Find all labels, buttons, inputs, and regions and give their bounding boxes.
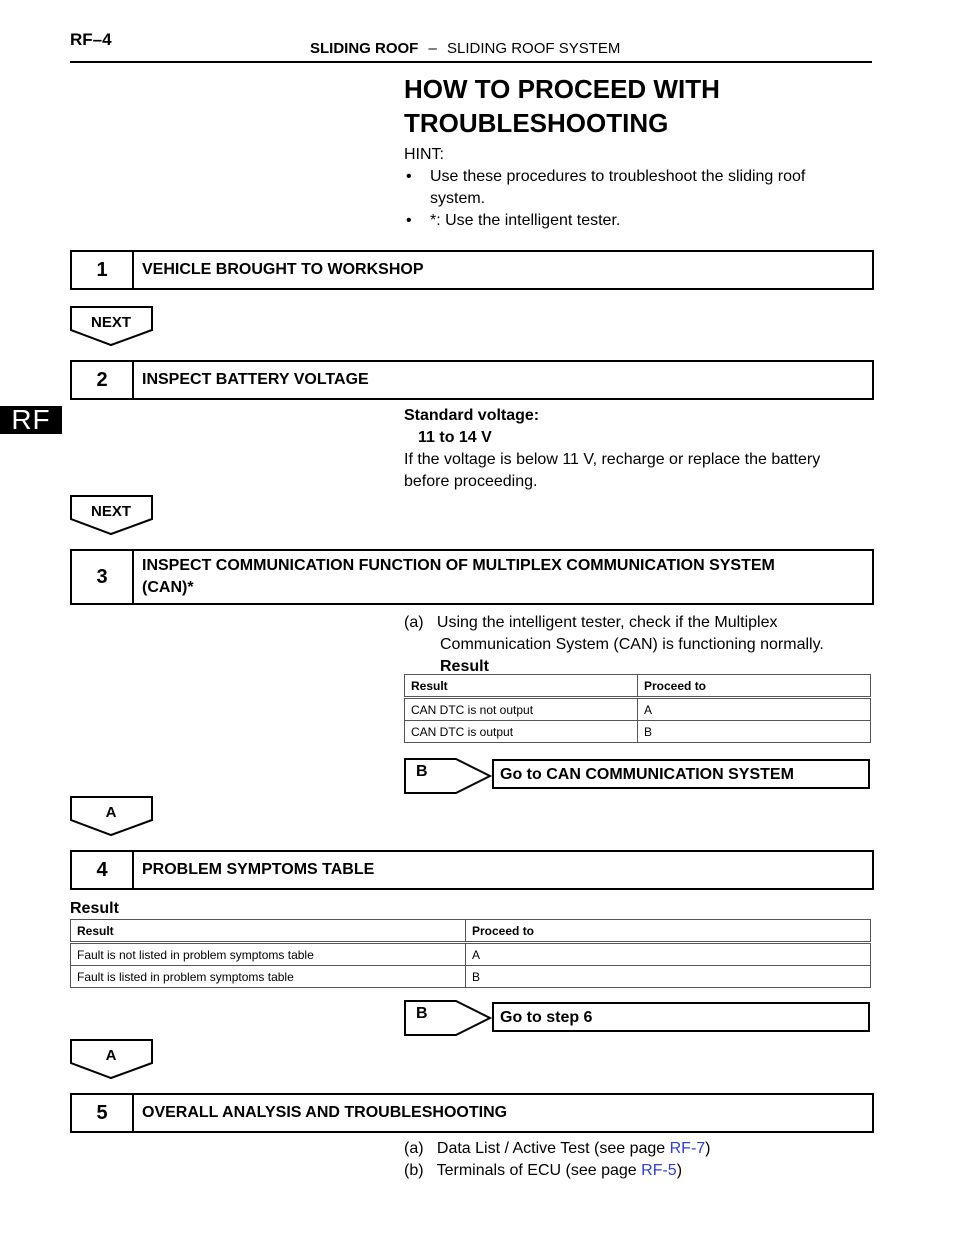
hint-block bbox=[404, 144, 864, 232]
instruction-line: Communication System (CAN) is functioning normally. bbox=[440, 636, 824, 653]
step-number: 4 bbox=[72, 852, 134, 888]
page-link-rf7[interactable]: RF-7 bbox=[669, 1140, 706, 1157]
reference-line: (a) Data List / Active Test (see page RF-7) bbox=[404, 1140, 711, 1157]
step-1-box bbox=[70, 250, 874, 290]
step-title: INSPECT BATTERY VOLTAGE bbox=[142, 371, 369, 388]
table-header-cell: Proceed to bbox=[638, 675, 871, 698]
table-cell: A bbox=[638, 698, 871, 721]
result-table bbox=[70, 919, 871, 988]
side-tab: RF bbox=[0, 406, 62, 434]
step-title: INSPECT COMMUNICATION FUNCTION OF MULTIPLEX COMMUNICATION SYSTEM (CAN)* bbox=[142, 557, 775, 596]
header-separator: – bbox=[428, 40, 437, 57]
next-flag: NEXT bbox=[70, 306, 152, 346]
hint-item-cont: system. bbox=[430, 190, 486, 207]
table-row bbox=[405, 721, 871, 743]
branch-b-flag: B bbox=[404, 1000, 504, 1034]
table-cell: Fault is not listed in problem symptoms table bbox=[71, 943, 466, 966]
result-label: Result bbox=[70, 900, 119, 917]
standard-value: 11 to 14 V bbox=[418, 429, 492, 446]
hint-label: HINT: bbox=[404, 146, 444, 163]
step-number: 1 bbox=[72, 252, 134, 288]
step-title: PROBLEM SYMPTOMS TABLE bbox=[142, 861, 375, 878]
table-cell: Fault is listed in problem symptoms table bbox=[71, 966, 466, 988]
table-row bbox=[405, 698, 871, 721]
table-cell: B bbox=[638, 721, 871, 743]
page-title bbox=[404, 72, 864, 140]
subsection-name: SLIDING ROOF SYSTEM bbox=[447, 40, 621, 57]
table-header-row bbox=[405, 675, 871, 698]
header-rule bbox=[70, 61, 872, 63]
step-2-body bbox=[404, 405, 864, 493]
step-number: 3 bbox=[72, 551, 134, 603]
hint-item: • *: Use the intelligent tester. bbox=[406, 212, 621, 229]
hint-item: • Use these procedures to troubleshoot the sliding roof bbox=[406, 168, 806, 185]
table-header-cell: Result bbox=[71, 920, 466, 943]
table-cell: B bbox=[466, 966, 871, 988]
step-3-body bbox=[404, 612, 870, 678]
result-table bbox=[404, 674, 871, 743]
branch-a-flag: A bbox=[70, 1039, 152, 1079]
page-link-rf5[interactable]: RF-5 bbox=[641, 1162, 677, 1179]
goto-can-box: Go to CAN COMMUNICATION SYSTEM bbox=[492, 759, 870, 789]
goto-step-6-box: Go to step 6 bbox=[492, 1002, 870, 1032]
result-label: Result bbox=[440, 658, 489, 675]
step-number: 5 bbox=[72, 1095, 134, 1131]
running-header bbox=[310, 40, 620, 57]
step-5-box bbox=[70, 1093, 874, 1133]
table-cell: A bbox=[466, 943, 871, 966]
table-row bbox=[71, 943, 871, 966]
branch-b-flag: B bbox=[404, 758, 504, 792]
branch-a-flag: A bbox=[70, 796, 152, 836]
step-5-body bbox=[404, 1138, 870, 1182]
step-3-box bbox=[70, 549, 874, 605]
table-cell: CAN DTC is output bbox=[405, 721, 638, 743]
title-line-2: TROUBLESHOOTING bbox=[404, 108, 669, 138]
table-header-cell: Result bbox=[405, 675, 638, 698]
reference-line: (b) Terminals of ECU (see page RF-5) bbox=[404, 1162, 683, 1179]
section-name: SLIDING ROOF bbox=[310, 40, 419, 57]
step-4-box bbox=[70, 850, 874, 890]
table-header-row bbox=[71, 920, 871, 943]
page-number: RF–4 bbox=[70, 30, 112, 49]
note-line: If the voltage is below 11 V, recharge or replace the battery bbox=[404, 451, 821, 468]
step-2-box bbox=[70, 360, 874, 400]
table-header-cell: Proceed to bbox=[466, 920, 871, 943]
step-title: OVERALL ANALYSIS AND TROUBLESHOOTING bbox=[142, 1104, 508, 1121]
title-line-1: HOW TO PROCEED WITH bbox=[404, 74, 720, 104]
step-title: VEHICLE BROUGHT TO WORKSHOP bbox=[142, 261, 424, 278]
next-flag: NEXT bbox=[70, 495, 152, 535]
table-row bbox=[71, 966, 871, 988]
note-line: before proceeding. bbox=[404, 473, 538, 490]
standard-label: Standard voltage: bbox=[404, 407, 540, 424]
table-cell: CAN DTC is not output bbox=[405, 698, 638, 721]
instruction-line: (a) Using the intelligent tester, check if the Multiplex bbox=[404, 614, 778, 631]
step-number: 2 bbox=[72, 362, 134, 398]
